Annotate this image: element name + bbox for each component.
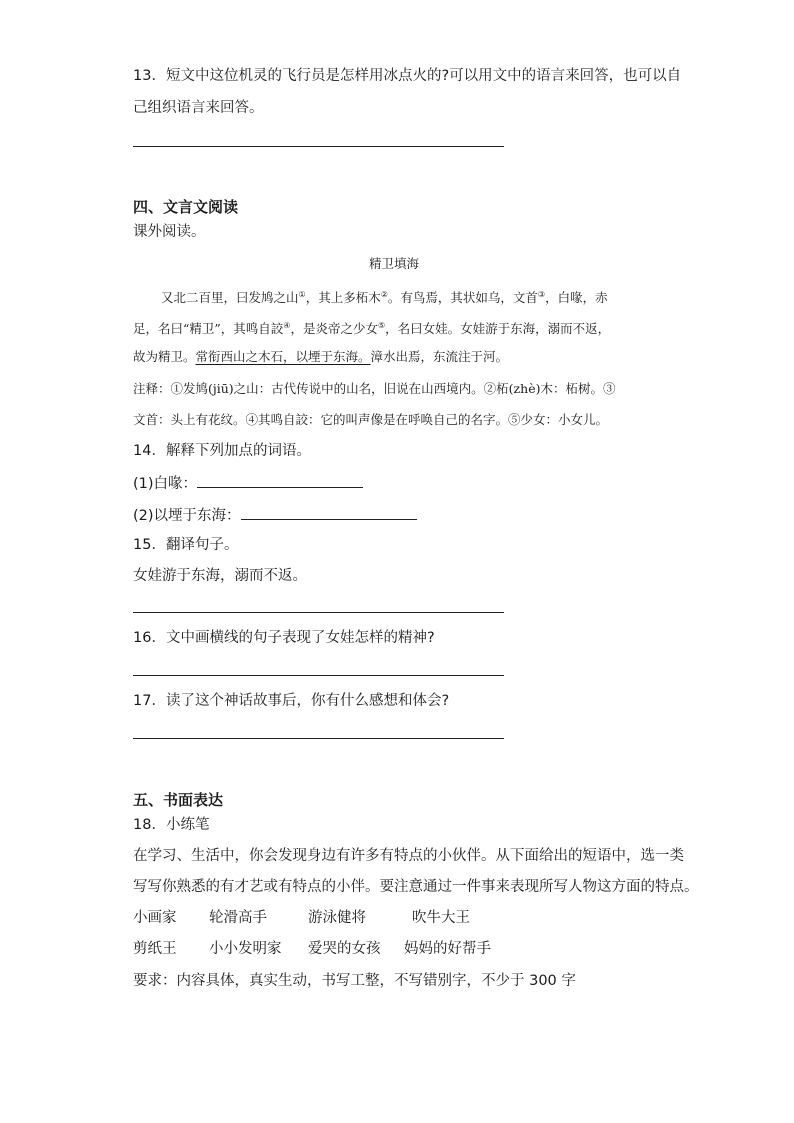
q14-item1: (1)白喙：: [133, 473, 363, 494]
phrase-item: 妈妈的好帮手: [404, 941, 491, 957]
phrase-item: 剪纸王: [133, 941, 177, 957]
phrase-item: 轮滑高手: [209, 910, 267, 926]
answer-blank-q14-1[interactable]: [197, 473, 363, 488]
section4-intro: 课外阅读。: [133, 224, 206, 240]
q18-para-line2: 写写你熟悉的有才艺或有特点的小伴。要注意通过一件事来表现所写人物这方面的特点。: [133, 879, 699, 895]
passage-line1: 又北二百里，曰发鸠之山①，其上多柘木②。有鸟焉，其状如乌，文首③，白喙，赤: [161, 290, 608, 306]
phrase-item: 游泳健将: [308, 910, 366, 926]
passage-line2: 足，名曰“精卫”，其鸣自詨④，是炎帝之少女⑤，名曰女娃。女娃游于东海，溺而不返，: [133, 321, 611, 337]
answer-blank-q14-2[interactable]: [241, 505, 417, 520]
q15-prompt: 15．翻译句子。: [133, 537, 239, 553]
q13-line1: 13．短文中这位机灵的飞行员是怎样用冰点火的?可以用文中的语言来回答，也可以自: [133, 68, 682, 84]
notes-line1: 注释：①发鸠(jiū)之山：古代传说中的山名，旧说在山西境内。②柘(zhè)木：柘树。③: [133, 381, 616, 396]
passage-line3: 故为精卫。常衔西山之木石，以堙于东海。漳水出焉，东流注于河。: [133, 349, 509, 364]
footnote-1: ①: [298, 290, 306, 299]
passage-title: 精卫填海: [369, 256, 420, 271]
q14-prompt: 14．解释下列加点的词语。: [133, 443, 311, 459]
notes-line2: 文首：头上有花纹。④其鸣自詨：它的叫声像是在呼唤自己的名字。⑤少女：小女儿。: [133, 412, 609, 427]
q13-line2: 己组织语言来回答。: [133, 100, 264, 116]
phrase-item: 小画家: [133, 910, 177, 926]
section5-heading: 五、书面表达: [133, 791, 224, 809]
footnote-3: ③: [537, 290, 546, 299]
footnote-4: ④: [283, 321, 291, 330]
q14-item2: (2)以堙于东海：: [133, 505, 417, 526]
q16-prompt: 16．文中画横线的句子表现了女娃怎样的精神?: [133, 630, 435, 646]
q18-requirement: 要求：内容具体，真实生动，书写工整，不写错别字，不少于 300 字: [133, 973, 576, 989]
answer-line-q15[interactable]: [133, 612, 504, 613]
q17-prompt: 17．读了这个神话故事后，你有什么感想和体会?: [133, 693, 450, 709]
footnote-2: ②: [380, 290, 388, 299]
q18-para-line1: 在学习、生活中，你会发现身边有许多有特点的小伙伴。从下面给出的短语中，选一类: [133, 848, 684, 864]
answer-line-q13[interactable]: [133, 146, 504, 147]
q15-sentence: 女娃游于东海，溺而不返。: [133, 568, 307, 584]
phrase-item: 小小发明家: [209, 941, 282, 957]
footnote-5: ⑤: [377, 321, 386, 330]
underlined-sentence: 常衔西山之木石，以堙于东海。: [195, 349, 371, 364]
phrase-item: 吹牛大王: [412, 910, 470, 926]
q18-title: 18．小练笔: [133, 817, 210, 833]
section4-heading: 四、文言文阅读: [133, 198, 239, 216]
phrase-item: 爱哭的女孩: [308, 941, 381, 957]
answer-line-q16[interactable]: [133, 675, 504, 676]
answer-line-q17[interactable]: [133, 738, 504, 739]
